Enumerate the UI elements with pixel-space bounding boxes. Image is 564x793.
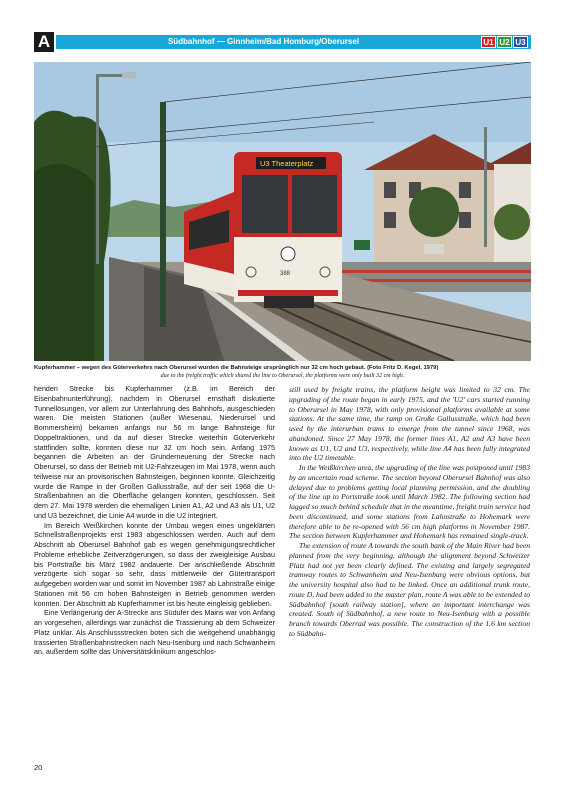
english-text-column — [289, 385, 530, 639]
german-text-column — [34, 385, 275, 658]
destination-sign: U3 Theaterplatz — [260, 159, 314, 168]
english-paragraph: The extension of route A towards the south bank of the Main River had been planned from the very beginning, although the alignment beyond Schweizer Platz had not yet been clearly defined. The existing and largely segregated tramway routes to Schwanheim and Neu-Isenburg were obvious options, but the university hospital also had to be linked. Once an additional trunk route, route D, had been added to the master plan, route A was able to be extended to Südbahnhof [south railway station], where an important interchange was created. South of Südbahnhof, a new route to Neu-Isenburg with a possible branch towards Oberrad was possible. The construction of the 1.6 km section to Südbahn- — [289, 541, 530, 638]
caption-german: Kupferhammer – wegen des Güterverkehrs nach Oberursel wurden die Bahnsteige ursprünglich nur 32 cm hoch gebaut. (Foto Fritz D. Kegel, 1979) — [34, 365, 439, 371]
caption-english: due to the freight traffic which shared the line to Oberursel, the platforms were only built 32 cm high. — [160, 373, 405, 379]
header-bar — [56, 35, 531, 49]
page-number: 20 — [34, 763, 43, 772]
car-number: 388 — [280, 271, 291, 277]
chapter-letter: A — [34, 32, 54, 52]
page-header — [34, 32, 531, 52]
english-paragraph: In the Weißkirchen area, the upgrading of the line was postponed until 1983 by an uncertain road scheme. The section beyond Oberursel Bahnhof was also delayed due to problems getting local planning permission, and the doubling of the line up to Portstraße took until March 1982. The following section had lagged so much behind schedule that in the meantime, freight train service had been discontinued, and some stations from Lahnstraße to Hohemark were therefore able to be re-opened with 56 cm high platforms in November 1987. The section between Kupferhammer and Hohemark has remained single-track. — [289, 463, 530, 541]
german-paragraph: henden Strecke bis Kupferhammer (z.B. im Bereich der Eisenbahnunterführung), nachdem in Oberursel ernsthaft diskutierte Tunnellösungen, vor allem zur Unterfahrung des Bahnhofs, ausgeschieden waren. Die meisten Stationen (außer Wiesenau, Niederursel und Bommersheim) bekamen anfangs nur 56 m lange Bahnsteige für Doppeltraktionen, und da auf dieser Strecke weiterhin Güterverkehr stattfinden sollte, konnten diese nur 32 cm hoch sein. Anfang 1975 begannen die Arbeiten an der Grunderneuerung der Strecke nach Oberursel, so dass der Betrieb mit U2-Fahrzeugen im Mai 1978, wenn auch teilweise nur an provisorischen Bahnsteigen, beginnen konnte. Gleichzeitig wurde die Rampe in der Großen Gallusstraße, auf der seit 1968 die U-Straßenbahnen an die Oberfläche gelangen konnten, geschlossen. Seit dem 27. Mai 1978 werden die ehemaligen Linien A1, A2 und A3 als U1, U2 und U3 bezeichnet, die Linie A4 wurde in die U2 integriert. — [34, 385, 275, 520]
tram-photo — [34, 62, 531, 361]
english-paragraph: still used by freight trains, the platform height was limited to 32 cm. The upgrading of the route began in early 1975, and the 'U2' cars started running to Oberursel in May 1978, with only provisional platforms available at some stations. At the same time, the ramp on Große Gallusstraße, which had been used by the interurban trams to emerge from the tunnel since 1968, was abandoned. Since 27 May 1978, the former lines A1, A2 and A3 have been known as U1, U2 and U3, respectively, while line A4 has been fully integrated into the U2 timetable. — [289, 385, 530, 463]
german-paragraph: Im Bereich Weißkirchen konnte der Umbau wegen eines ungeklärten Schnellstraßenprojekts erst 1983 abgeschlossen werden. Auch auf dem Abschnitt ab Oberursel Bahnhof gab es wegen genehmigungsrechtlicher Probleme erhebliche Zeitverzögerungen, so dass der zweigleisige Ausbau bis Portstraße bis März 1982 andauerte. Der anschließende Abschnitt verzögerte sich sogar so sehr, dass mittlerweile der Gütertransport aufgegeben worden war und somit im November 1987 ab Lahnstraße einige Stationen mit 56 cm hohen Bahnsteigen in Betrieb genommen werden konnten. Der Abschnitt ab Kupferhammer ist bis heute eingleisig geblieben. — [34, 521, 275, 608]
german-paragraph: Eine Verlängerung der A-Strecke ans Südufer des Mains war von Anfang an vorgesehen, allerdings war zunächst die Trassierung ab dem Schweizer Platz unklar. Als Anschlussstrecken boten sich die weitgehend unabhängig trassierten Straßenbahnstrecken nach Neu-Isenburg und nach Schwanheim an, außerdem sollte das Universitätsklinikum angeschlos- — [34, 609, 275, 657]
line-badges — [481, 36, 528, 48]
line-badge-u3: U3 — [513, 36, 528, 48]
line-badge-u1: U1 — [481, 36, 496, 48]
header-title: Südbahnhof — Ginnheim/Bad Homburg/Oberursel — [167, 37, 360, 46]
line-badge-u2: U2 — [497, 36, 512, 48]
photo-caption — [34, 364, 531, 380]
